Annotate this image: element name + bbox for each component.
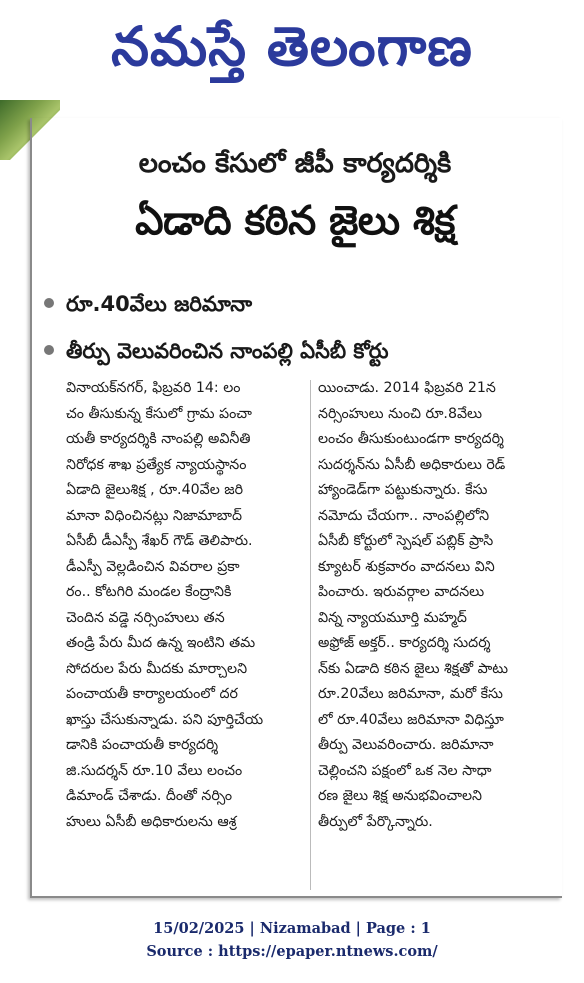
body-line: డీఎస్పీ వెల్లడించిన వివరాల ప్రకా: [66, 558, 240, 575]
body-line: రం.. కోటగిరి మండల కేంద్రానికి: [66, 584, 232, 600]
article-body-right-column: [318, 376, 556, 835]
highlight-bullet: [44, 339, 388, 369]
body-line: న్‌కు ఏడాది కఠిన జైలు శిక్షతో పాటు: [318, 660, 509, 677]
body-line: యతీ కార్యదర్శికి నాంపల్లి అవినీతి: [66, 431, 251, 447]
body-line: చెందిన వడ్డె నర్సింహులు తన: [66, 609, 225, 626]
bullet-dot-icon: [44, 298, 54, 308]
body-line: తీర్పు వెలువరించారు. జరిమానా: [318, 737, 494, 753]
body-line: చెల్లించని పక్షంలో ఒక నెల సాధా: [318, 762, 492, 779]
body-line: నిరోధక శాఖ ప్రత్యేక న్యాయస్థానం: [66, 456, 247, 473]
bullet-text: రూ.40వేలు జరిమానా: [66, 292, 253, 316]
body-line: తండ్రి పేరు మీద ఉన్న ఇంటిని తమ: [66, 635, 256, 651]
body-line: పించారు. ఇరువర్గాల వాదనలు: [318, 584, 485, 600]
body-line: హ్యాండెడ్‌గా పట్టుకున్నారు. కేసు: [318, 482, 488, 498]
body-line: మానా విధించినట్లు నిజామాబాద్: [66, 507, 243, 524]
body-line: సోదరుల పేరు మీదకు మార్చాలని: [66, 660, 248, 677]
body-line: పంచాయతీ కార్యాలయంలో దర: [66, 686, 238, 702]
body-line: వినాయక్‌నగర్, ఫిబ్రవరి 14: లం: [66, 380, 241, 396]
body-line: ఏసీబీ కోర్టులో స్పెషల్ పబ్లిక్ ప్రాసి: [318, 533, 494, 549]
body-line: ఖాస్తు చేసుకున్నాడు. పని పూర్తిచేయ: [66, 711, 264, 728]
source-link[interactable]: Source : https://epaper.ntnews.com/: [146, 943, 438, 960]
body-line: విన్న న్యాయమూర్తి మహ్మద్: [318, 609, 467, 626]
body-line: ఏడాది జైలుశిక్ష , రూ.40వేల జరి: [66, 482, 244, 498]
body-line: తీర్పులో పేర్కొన్నారు.: [318, 813, 433, 830]
bullet-dot-icon: [44, 345, 54, 355]
body-line: ఏసీబీ డీఎస్పీ శేఖర్ గౌడ్ తెలిపారు.: [66, 533, 253, 549]
body-line: డిమాండ్ చేశాడు. దీంతో నర్సిం: [66, 788, 233, 804]
edition-info: 15/02/2025 | Nizamabad | Page : 1: [153, 920, 431, 937]
newspaper-logo: నమస్తే తెలంగాణ: [111, 15, 473, 78]
bullet-text: తీర్పు వెలువరించిన నాంపల్లి ఏసీబీ కోర్టు: [66, 339, 389, 363]
article-body-left-column: [66, 376, 310, 835]
body-line: రూ.20వేలు జరిమానా, మరో కేసు: [318, 686, 503, 702]
body-line: జి.సుదర్శన్ రూ.10 వేలు లంచం: [66, 762, 243, 779]
body-line: హులు ఏసీబీ అధికారులను ఆశ్ర: [66, 813, 237, 830]
body-line: సుదర్శన్‌ను ఏసీబీ అధికారులు రెడ్: [318, 456, 506, 473]
body-line: యించాడు. 2014 ఫిబ్రవరి 21న: [318, 380, 496, 396]
body-line: అఫ్రోజ్ అక్తర్.. కార్యదర్శి సుదర్శ: [318, 635, 491, 651]
body-line: క్యూటర్ శుక్రవారం వాదనలు విని: [318, 558, 495, 575]
body-line: రణ జైలు శిక్ష అనుభవించాలని: [318, 788, 483, 804]
body-line: నమోదు చేయగా.. నాంపల్లిలోని: [318, 507, 490, 524]
article-headline: ఏడాది కఠిన జైలు శిక్ష: [135, 198, 455, 244]
body-line: డానికి పంచాయతీ కార్యదర్శి: [66, 737, 219, 753]
body-line: నర్సింహులు నుంచి రూ.8వేలు: [318, 405, 483, 422]
body-line: చం తీసుకున్న కేసులో గ్రామ పంచా: [66, 405, 252, 422]
masthead: [0, 0, 584, 100]
article-kicker: లంచం కేసులో జీపీ కార్యదర్శికి: [138, 148, 452, 179]
body-line: లంచం తీసుకుంటుండగా కార్యదర్శి: [318, 431, 504, 447]
column-divider: [310, 380, 311, 890]
highlight-bullet: [44, 292, 252, 322]
body-line: లో రూ.40వేలు జరిమానా విధిస్తూ: [318, 711, 504, 728]
